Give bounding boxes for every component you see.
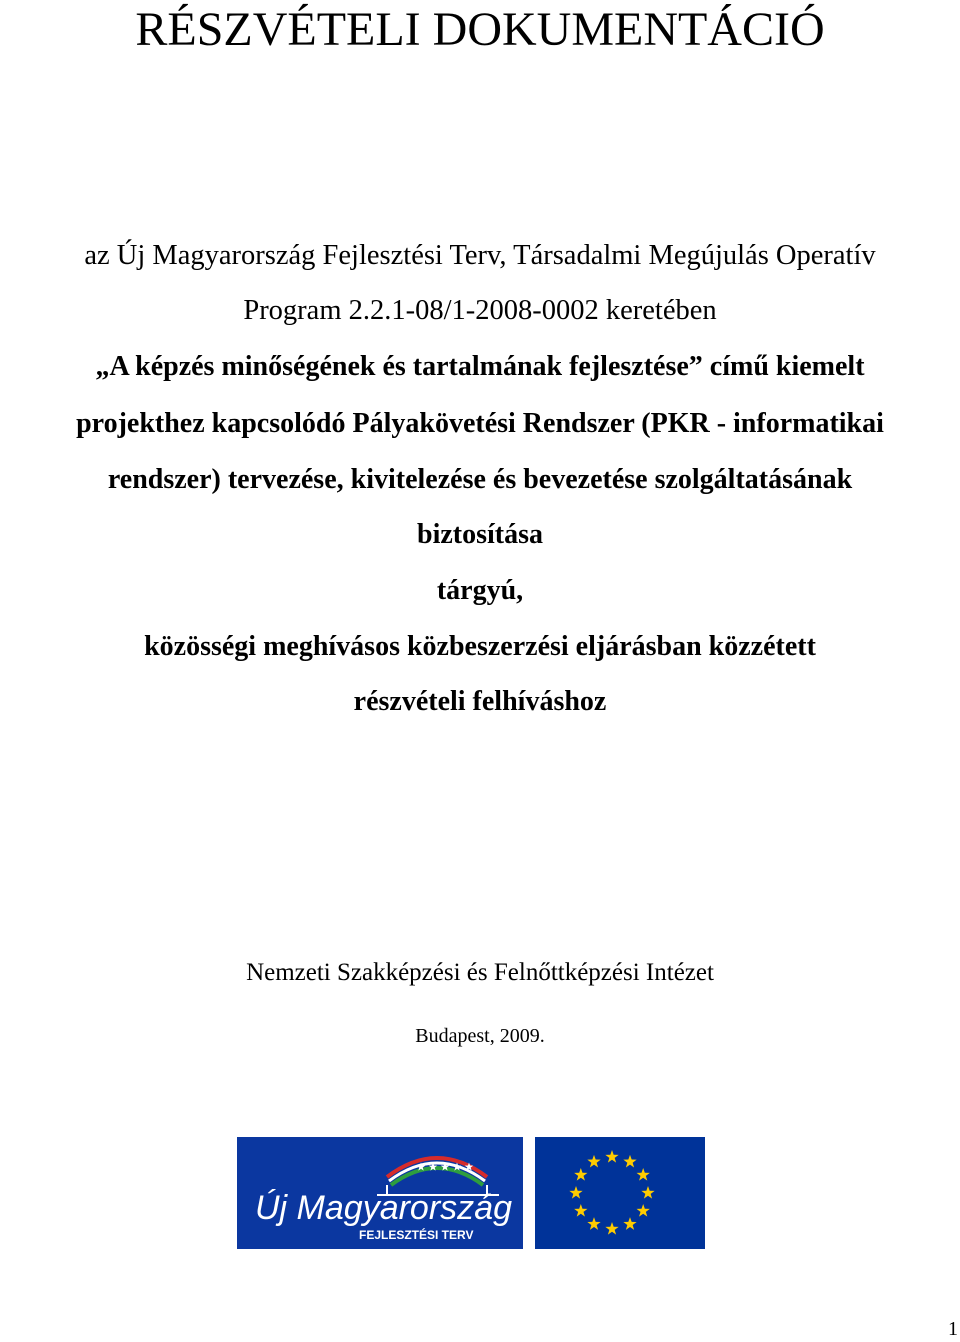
logo-wordmark: Új Magyarország — [255, 1189, 512, 1227]
eu-star-icon — [637, 1204, 650, 1217]
institute-name: Nemzeti Szakképzési és Felnőttképzési Intézet — [246, 959, 714, 986]
eu-flag-graphic — [535, 1137, 705, 1249]
project-title-line: rendszer) tervezése, kivitelezése és bevezetése szolgáltatásának — [107, 464, 853, 495]
document-title: RÉSZVÉTELI DOKUMENTÁCIÓ — [135, 3, 825, 56]
eu-star-icon — [623, 1217, 636, 1230]
eu-star-icon — [574, 1168, 587, 1181]
eu-star-icon — [587, 1217, 600, 1230]
intro-line: Program 2.2.1-08/1-2008-0002 keretében — [243, 295, 717, 326]
procurement-line: közösségi meghívásos közbeszerzési eljárásban közzétett — [144, 631, 816, 662]
place-date: Budapest, 2009. — [415, 1025, 545, 1047]
eu-star-icon — [587, 1155, 600, 1168]
project-title-line: biztosítása — [417, 519, 543, 550]
logo-tagline: FEJLESZTÉSI TERV — [359, 1228, 474, 1242]
eu-stars — [569, 1150, 654, 1235]
eu-star-icon — [605, 1150, 618, 1163]
eu-star-icon — [605, 1222, 618, 1235]
page-number: 1 — [948, 1318, 958, 1340]
eu-flag-logo — [535, 1137, 705, 1249]
uj-magyarorszag-logo — [237, 1137, 523, 1249]
eu-star-icon — [569, 1186, 582, 1199]
uj-magyarorszag-logo-graphic — [237, 1137, 523, 1249]
procurement-line: részvételi felhíváshoz — [353, 686, 607, 717]
intro-line: az Új Magyarország Fejlesztési Terv, Társadalmi Megújulás Operatív — [84, 240, 876, 271]
eu-star-icon — [623, 1155, 636, 1168]
eu-star-icon — [574, 1204, 587, 1217]
eu-star-icon — [637, 1168, 650, 1181]
project-title-line: „A képzés minőségének és tartalmának fejlesztése” című kiemelt — [95, 351, 865, 382]
project-title-line: projekthez kapcsolódó Pályakövetési Rendszer (PKR - informatikai — [76, 408, 884, 439]
eu-star-icon — [641, 1186, 654, 1199]
subject-label: tárgyú, — [436, 575, 524, 606]
